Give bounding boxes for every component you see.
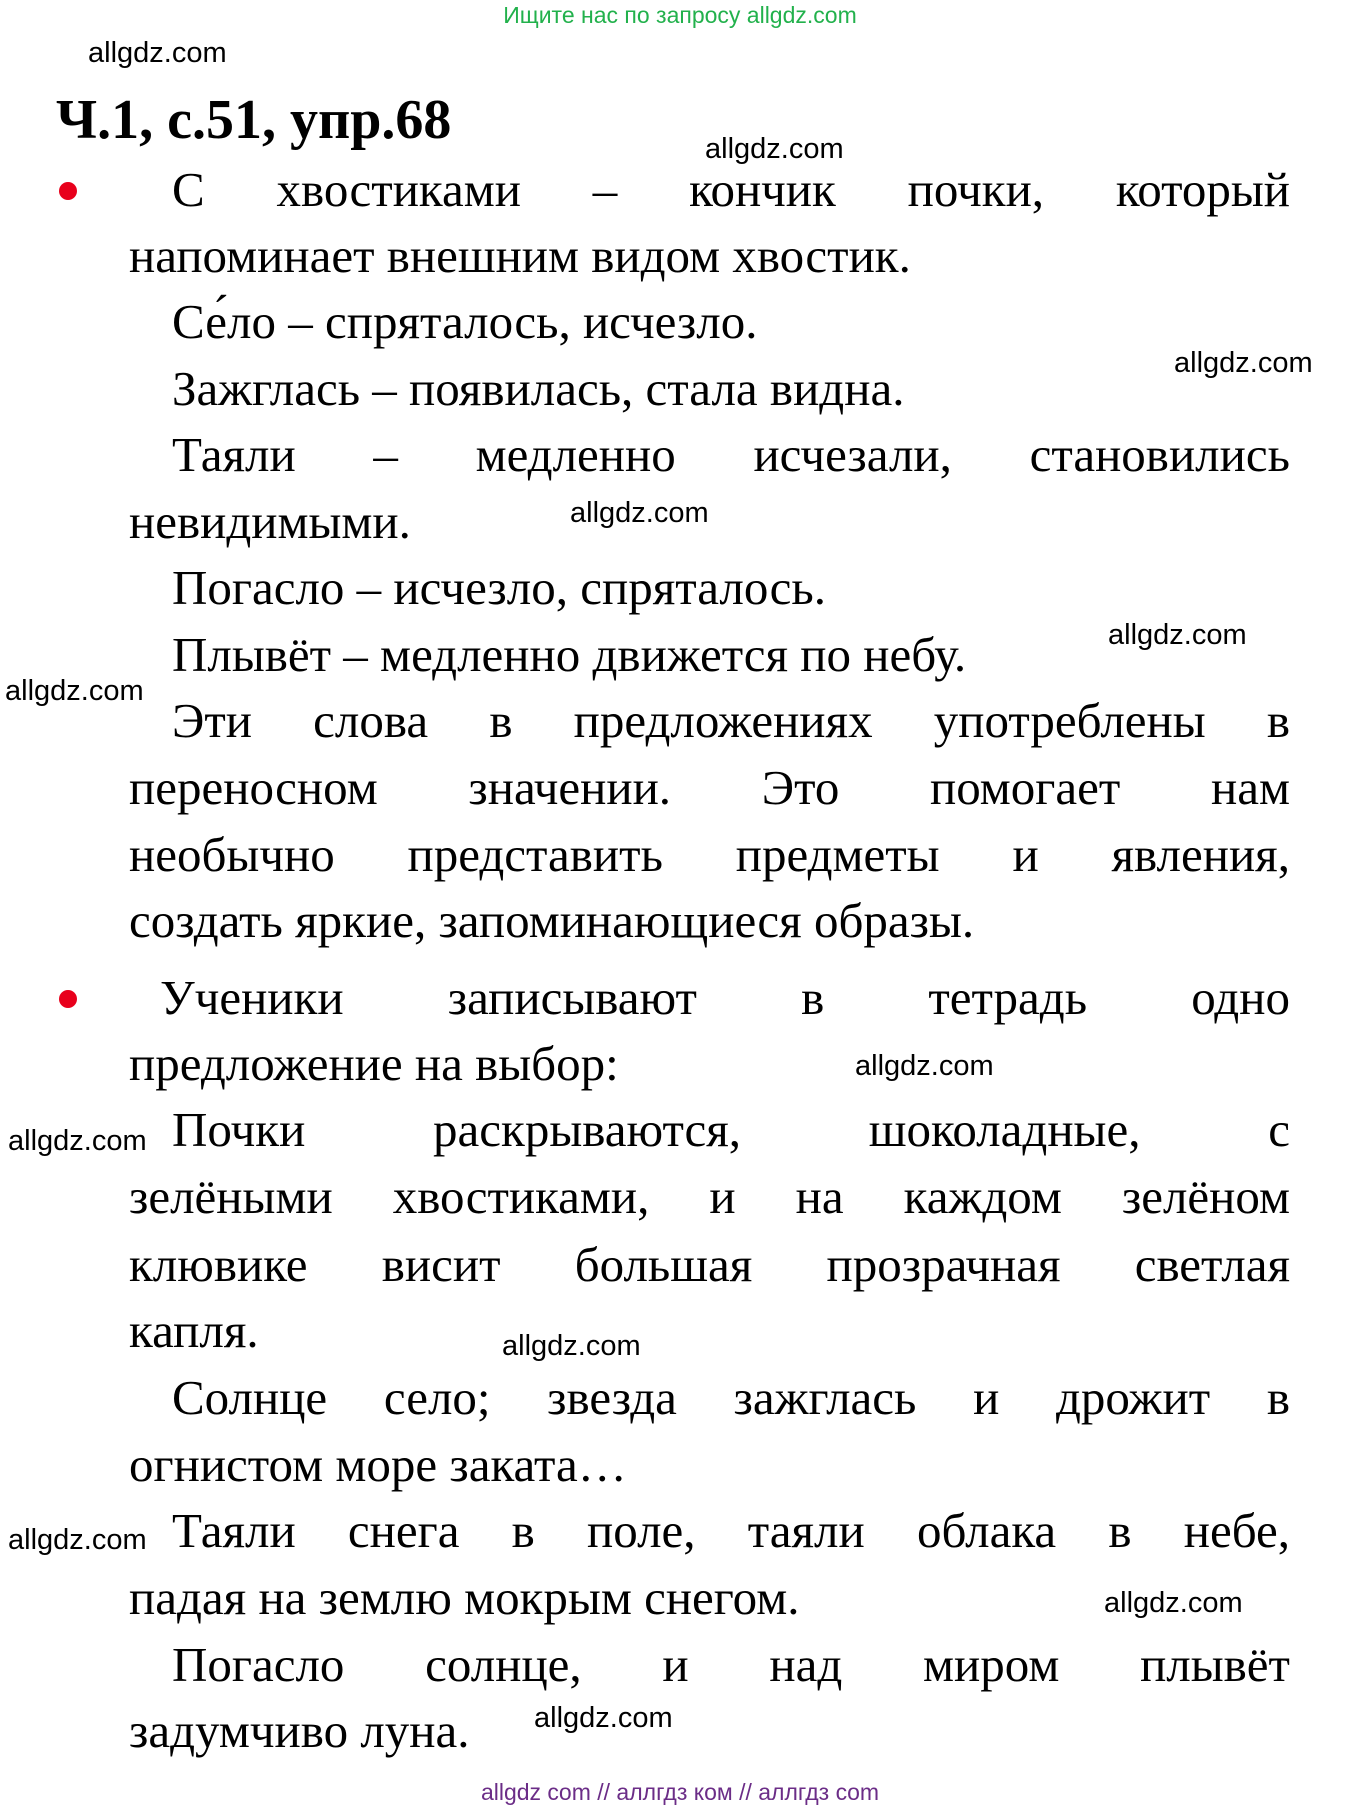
watermark: allgdz.com [88,37,227,69]
word: предметы [735,827,940,882]
word: звезда [547,1370,677,1425]
text-line [129,822,1290,888]
word: в [1266,1370,1290,1425]
word: шоколадные, [868,1102,1141,1157]
text-line: Се́ло – спряталось, исчезло. [172,294,758,349]
text-line [129,1164,1290,1230]
word: облака [916,1503,1057,1558]
word: в [489,693,513,748]
word: Погасло [172,1637,345,1692]
word: который [1115,162,1290,217]
text-line [172,157,1290,223]
word: и [709,1169,736,1224]
word: почки, [907,162,1045,217]
word: тетрадь [928,970,1088,1025]
watermark: allgdz.com [705,133,844,165]
word: переносном [129,760,378,815]
top-banner: Ищите нас по запросу allgdz.com [503,2,857,28]
word: и [1012,827,1039,882]
word: клювике [129,1237,308,1292]
text-line [160,965,1290,1031]
word: зелёными [129,1169,333,1224]
text-line [172,688,1290,754]
word: хвостиками, [392,1169,650,1224]
text-line [129,1232,1290,1298]
word: Таяли [172,1503,296,1558]
word: прозрачная [826,1237,1061,1292]
watermark: allgdz.com [1104,1587,1243,1619]
word: Почки [172,1102,306,1157]
word: и [662,1637,689,1692]
word: помогает [930,760,1121,815]
word: Это [761,760,840,815]
watermark: allgdz.com [534,1702,673,1734]
word: Эти [172,693,252,748]
word: значении. [468,760,672,815]
word: медленно [475,427,676,482]
word: солнце, [425,1637,582,1692]
text-line: Плывёт – медленно движется по небу. [172,627,967,682]
word: С [172,162,205,217]
word: большая [574,1237,753,1292]
bullet-icon [59,182,77,200]
word: одно [1191,970,1290,1025]
word: каждом [903,1169,1062,1224]
word: Солнце [172,1370,328,1425]
word: раскрываются, [433,1102,742,1157]
text-line: Зажглась – появилась, стала видна. [172,361,905,416]
bottom-banner: allgdz com // аллгдз ком // аллгдз com [480,1779,880,1805]
text-line: предложение на выбор: [129,1036,619,1091]
word: таяли [747,1503,865,1558]
word: записывают [447,970,697,1025]
word: в [1108,1503,1132,1558]
word: висит [381,1237,501,1292]
word: в [511,1503,535,1558]
watermark: allgdz.com [5,675,144,707]
word: предложениях [573,693,873,748]
watermark: allgdz.com [8,1125,147,1157]
word: село; [383,1370,491,1425]
page-title: Ч.1, с.51, упр.68 [56,89,452,151]
text-line: огнистом море заката… [129,1437,627,1492]
word: миром [923,1637,1060,1692]
word: нам [1210,760,1290,815]
word: – [592,162,618,217]
text-line: падая на землю мокрым снегом. [129,1570,800,1625]
word: явления, [1111,827,1290,882]
word: представить [407,827,663,882]
bullet-icon [59,990,77,1008]
watermark: allgdz.com [855,1050,994,1082]
word: зелёном [1121,1169,1290,1224]
watermark: allgdz.com [1108,619,1247,651]
text-line [172,1365,1290,1431]
word: употреблены [933,693,1206,748]
text-line: напоминает внешним видом хвостик. [129,228,911,283]
watermark: allgdz.com [570,497,709,529]
text-line [172,1632,1290,1698]
text-line: Погасло – исчезло, спряталось. [172,560,826,615]
text-line: задумчиво луна. [129,1703,470,1758]
word: Таяли [172,427,296,482]
watermark: allgdz.com [8,1524,147,1556]
word: кончик [689,162,836,217]
word: светлая [1134,1237,1290,1292]
word: необычно [129,827,335,882]
word: Ученики [160,970,344,1025]
word: снега [347,1503,460,1558]
word: с [1268,1102,1290,1157]
text-line: капля. [129,1303,259,1358]
word: поле, [587,1503,696,1558]
word: дрожит [1055,1370,1211,1425]
word: зажглась [733,1370,917,1425]
word: в [1266,693,1290,748]
watermark: allgdz.com [502,1330,641,1362]
word: – [373,427,398,482]
word: в [801,970,825,1025]
text-line [172,1498,1290,1564]
word: исчезали, [753,427,952,482]
word: становились [1029,427,1290,482]
text-line: создать яркие, запоминающиеся образы. [129,893,975,948]
text-line [129,755,1290,821]
text-line [172,422,1290,488]
text-line [172,1097,1290,1163]
word: слова [313,693,429,748]
word: и [973,1370,1000,1425]
word: хвостиками [276,162,521,217]
word: небе, [1183,1503,1290,1558]
text-line: невидимыми. [129,494,411,549]
word: над [769,1637,843,1692]
watermark: allgdz.com [1174,347,1313,379]
word: на [795,1169,844,1224]
word: плывёт [1140,1637,1290,1692]
